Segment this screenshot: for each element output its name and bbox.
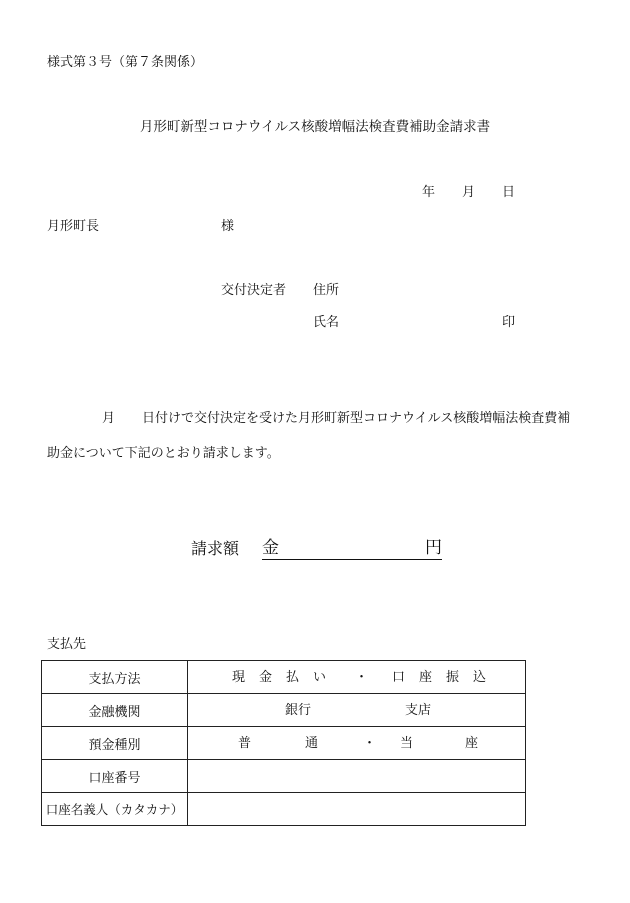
- payment-method-part: 払: [286, 670, 300, 685]
- payee-label: 支払先: [47, 637, 87, 652]
- account-number-label: 口座番号: [42, 760, 188, 793]
- name-label: 氏名: [313, 315, 340, 330]
- payment-method-part: 振: [446, 670, 460, 685]
- amount-underline: [262, 559, 442, 560]
- table-row: [42, 727, 526, 760]
- financial-institution-value: [188, 694, 526, 727]
- account-holder-label: 口座名義人（カタカナ）: [42, 793, 188, 826]
- deposit-type-part: 座: [465, 736, 479, 751]
- payment-method-part: ・: [355, 670, 369, 685]
- account-holder-field: [188, 793, 526, 826]
- amount-prefix: 金: [262, 538, 279, 558]
- payment-method-part: 金: [259, 670, 273, 685]
- payment-method-part: 座: [419, 670, 433, 685]
- deposit-type-part: 当: [400, 736, 414, 751]
- seal-mark: 印: [502, 315, 516, 330]
- table-row: [42, 793, 526, 826]
- date-month-label: 月: [462, 185, 476, 200]
- table-row: [42, 694, 526, 727]
- date-year-label: 年: [422, 185, 436, 200]
- payment-method-part: 現: [232, 670, 246, 685]
- date-day-label: 日: [502, 185, 516, 200]
- recipient-label: 交付決定者: [221, 283, 287, 298]
- deposit-type-part: 普: [238, 736, 252, 751]
- payment-method-part: 込: [473, 670, 487, 685]
- amount-label: 請求額: [191, 539, 240, 558]
- branch-label: 支店: [405, 703, 432, 718]
- payment-method-part: い: [313, 670, 327, 685]
- addressee: 月形町長: [47, 219, 100, 234]
- body-month: 月: [102, 411, 116, 426]
- financial-institution-label: 金融機関: [42, 694, 188, 727]
- honorific: 様: [221, 219, 235, 234]
- payment-method-part: 口: [392, 670, 406, 685]
- body-line-2: 助金について下記のとおり請求します。: [47, 446, 280, 461]
- deposit-type-label: 預金種別: [42, 727, 188, 760]
- payment-method-value: [188, 661, 526, 694]
- form-number: 様式第３号（第７条関係）: [47, 55, 204, 70]
- address-label: 住所: [313, 283, 340, 298]
- body-line-1: 日付けで交付決定を受けた月形町新型コロナウイルス核酸増幅法検査費補: [142, 411, 571, 426]
- document-title: 月形町新型コロナウイルス核酸増幅法検査費補助金請求書: [139, 119, 491, 135]
- payment-table: [41, 660, 526, 826]
- deposit-type-part: 通: [305, 736, 319, 751]
- deposit-type-part: ・: [363, 736, 377, 751]
- amount-unit: 円: [425, 538, 442, 558]
- table-row: [42, 661, 526, 694]
- deposit-type-value: [188, 727, 526, 760]
- bank-label: 銀行: [285, 703, 312, 718]
- payment-method-label: 支払方法: [42, 661, 188, 694]
- table-row: [42, 760, 526, 793]
- account-number-field: [188, 760, 526, 793]
